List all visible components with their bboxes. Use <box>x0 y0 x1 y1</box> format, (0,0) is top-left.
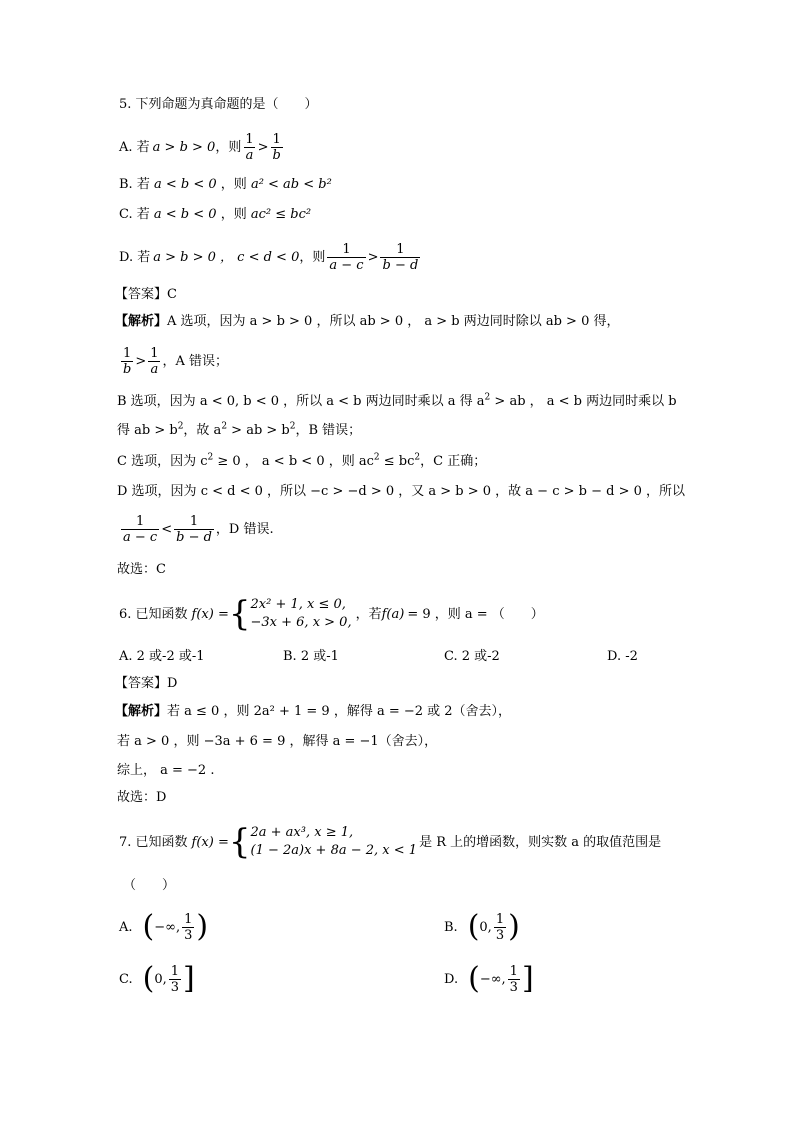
q6-analysis-line3: 综上， a = −2 . <box>117 763 215 778</box>
q5-option-b <box>119 178 332 191</box>
q5-option-a-cond: a > b > 0 <box>152 139 216 155</box>
q6-analysis-line2: 若 a > 0 ，则 −3a + 6 = 9 ，解得 a = −1（舍去）， <box>117 734 438 749</box>
q5-option-c-prefix: C. 若 <box>119 207 150 222</box>
q5-analysis-line2 <box>119 341 228 381</box>
q5-option-a-then: ，则 <box>215 139 242 155</box>
fraction-1-over-3: $\frac{1}{3}$ <box>184 911 193 943</box>
q5-option-c-relation: ac² ≤ bc² <box>250 207 312 222</box>
q5-option-d-cond: a > b > 0 ， c < d < 0 <box>153 249 300 265</box>
gt-sign: > <box>135 353 147 369</box>
q5-option-c <box>119 208 311 221</box>
fraction-1-over-3: $\frac{1}{3}$ <box>495 911 505 943</box>
fraction-1-over-a-minus-c: $\frac{1}{a - c}$ <box>329 241 364 273</box>
left-brace: { <box>228 822 251 862</box>
q5-stem: 5. 下列命题为真命题的是（ ） <box>119 97 318 112</box>
lt-sign: < <box>161 521 173 537</box>
q7-option-d: D. ( −∞, $\frac{1}{3}$ ] <box>444 961 534 996</box>
q5-answer: 【答案】C <box>115 287 177 302</box>
q5-analysis-line7 <box>119 509 274 549</box>
q5-option-a <box>119 127 285 167</box>
piecewise-cases: 2a + ax³, x ≥ 1, (1 − 2a)x + 8a − 2, x < 1 <box>250 825 418 858</box>
q5-option-b-then: ，则 <box>220 177 247 192</box>
fraction-1-over-3: $\frac{1}{3}$ <box>170 963 180 995</box>
q6-choose: 故选：D <box>117 790 167 805</box>
fraction-1-over-a: $\frac{1}{a}$ <box>150 345 159 377</box>
fraction-1-over-b: $\frac{1}{b}$ <box>123 345 132 377</box>
gt-sign: > <box>257 139 269 155</box>
q5-choose: 故选：C <box>117 562 166 577</box>
q5-analysis-line5: C 选项，因为 $c^2 \ge 0$ ， a < b < 0 ，则 $ac^2 \le bc^2$，C 正确； <box>117 452 487 469</box>
fraction-1-over-b-minus-d: $\frac{1}{b - d}$ <box>382 241 419 273</box>
q6-option-b: B. 2 或-1 <box>283 649 339 664</box>
analysis-label: 【解析】 <box>115 314 168 329</box>
q7-paren: （ ） <box>123 878 176 893</box>
q5-analysis-line1 <box>115 315 619 328</box>
function-f-x: f(x) = <box>191 606 229 622</box>
q7-stem: 7. 已知函数 f(x) = { 2a + ax³, x ≥ 1, (1 − 2a)x + 8a − 2, x < 1 是 R 上的增函数，则实数 a 的取值范围是 <box>119 822 662 862</box>
analysis-text: A 选项，因为 a > b > 0 ，所以 ab > 0 ， a > b 两边同时除以 ab > 0 得， <box>167 314 620 329</box>
q5-option-b-prefix: B. 若 <box>119 177 150 192</box>
q6-stem: 6. 已知函数 f(x) = { 2x² + 1, x ≤ 0, −3x + 6, x > 0, ，若 f(a) = 9 ，则 a = （ ） <box>119 594 544 634</box>
fraction-1-over-a-minus-c: $\frac{1}{a - c}$ <box>123 513 158 545</box>
q7-option-a: A. ( −∞, $\frac{1}{3}$ ) <box>119 909 209 944</box>
analysis-text: ，A 错误； <box>162 353 229 369</box>
fraction-1-over-a: $\frac{1}{a}$ <box>245 131 254 163</box>
q7-option-b: B. ( 0, $\frac{1}{3}$ ) <box>444 909 520 944</box>
q5-option-b-cond: a < b < 0 <box>153 177 217 192</box>
piecewise-cases: 2x² + 1, x ≤ 0, −3x + 6, x > 0, <box>250 597 352 630</box>
fraction-1-over-b-minus-d: $\frac{1}{b - d}$ <box>176 513 212 545</box>
left-brace: { <box>228 594 251 634</box>
q5-option-d-then: ，则 <box>299 249 326 265</box>
q6-option-a: A. 2 或-2 或-1 <box>119 649 205 664</box>
fraction-1-over-b: $\frac{1}{b}$ <box>272 131 281 163</box>
q5-option-b-relation: a² < ab < b² <box>250 177 332 192</box>
q6-option-d: D. -2 <box>607 649 638 664</box>
q6-option-c: C. 2 或-2 <box>444 649 500 664</box>
function-f-a: f(a) <box>381 606 405 622</box>
q5-analysis-line3: B 选项，因为 a < 0, b < 0 ，所以 a < b 两边同时乘以 a 得 $a^2$ > ab ， a < b 两边同时乘以 b <box>117 392 677 409</box>
q5-analysis-line6: D 选项，因为 c < d < 0 ，所以 −c > −d > 0 ，又 a > b > 0 ，故 a − c > b − d > 0 ，所以 <box>117 484 686 499</box>
q5-analysis-line4: 得 ab > $b^2$，故 $a^2$ > ab > $b^2$，B 错误； <box>117 421 362 438</box>
fraction-1-over-3: $\frac{1}{3}$ <box>509 963 518 995</box>
q5-option-c-cond: a < b < 0 <box>153 207 217 222</box>
q5-option-d <box>119 237 422 277</box>
q5-option-c-then: ，则 <box>220 207 247 222</box>
q6-answer: 【答案】D <box>115 676 178 691</box>
q6-analysis-line1: 【解析】若 a ≤ 0 ，则 2a² + 1 = 9 ，解得 a = −2 或 2（舍去）， <box>115 704 512 719</box>
q5-option-d-prefix: D. 若 <box>119 249 151 265</box>
gt-sign: > <box>367 249 379 265</box>
q7-option-c: C. ( 0, $\frac{1}{3}$ ] <box>119 961 195 996</box>
analysis-text: ，D 错误. <box>215 521 274 537</box>
q5-option-a-prefix: A. 若 <box>119 139 150 155</box>
function-f-x: f(x) = <box>191 834 229 850</box>
